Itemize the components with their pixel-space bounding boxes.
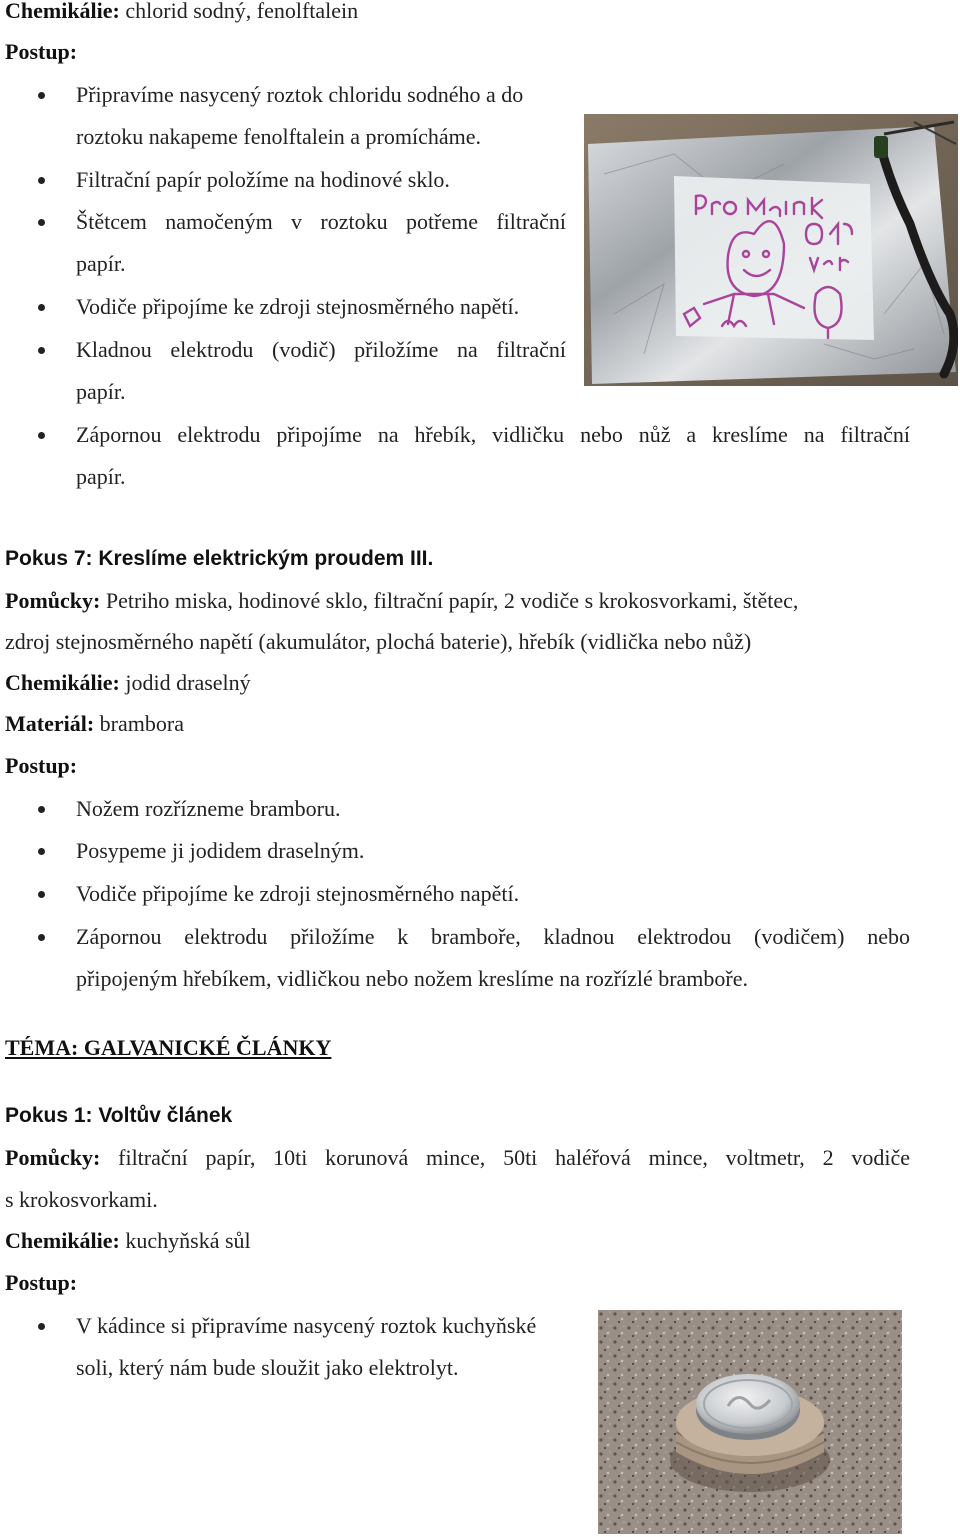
bullet-icon <box>38 848 45 855</box>
bullet-icon <box>38 934 45 941</box>
bullet-icon <box>38 304 45 311</box>
section-heading: Pokus 7: Kreslíme elektrickým proudem III. <box>5 547 434 570</box>
bullet-icon <box>38 891 45 898</box>
postup-label-1: Postup: <box>5 39 78 64</box>
bullet-icon <box>38 92 45 99</box>
list-item: Vodiče připojíme ke zdroji stejnosměrného napětí. <box>76 292 566 322</box>
drawing-on-foil-photo <box>584 114 958 386</box>
bullet-icon <box>38 432 45 439</box>
drawing-on-foil-illustration <box>584 114 958 386</box>
bullet-icon <box>38 177 45 184</box>
bullet-icon <box>38 347 45 354</box>
postup-label-3: Postup: <box>5 1270 78 1295</box>
postup-label-2: Postup: <box>5 753 78 778</box>
list-item: Nožem rozřízneme bramboru. <box>76 794 910 824</box>
bullet-icon <box>38 806 45 813</box>
list-item: V kádince si připravíme nasycený roztok kuchyňské soli, který nám bude sloužit jako elektrolyt. <box>76 1311 566 1383</box>
list-item: Připravíme nasycený roztok chloridu sodného a do roztoku nakapeme fenolftalein a promícháme. <box>76 80 566 152</box>
list-item: Filtrační papír položíme na hodinové sklo. <box>76 165 566 195</box>
bullet-icon <box>38 219 45 226</box>
tools-paragraph: Pomůcky: filtrační papír, 10ti korunová mince, 50ti haléřová mince, voltmetr, 2 vodiče s krokosvorkami. <box>5 1145 911 1212</box>
tools-line-2: zdroj stejnosměrného napětí (akumulátor, plochá baterie), hřebík (vidlička nebo nůž) <box>5 629 752 654</box>
bullet-icon <box>38 1323 45 1330</box>
tools-line-1: Pomůcky: Petriho miska, hodinové sklo, filtrační papír, 2 vodiče s krokosvorkami, štětec, <box>5 588 799 613</box>
section-heading: Pokus 1: Voltův článek <box>5 1104 233 1127</box>
coin-stack-photo <box>598 1310 902 1534</box>
chemicals-line-1: Chemikálie: chlorid sodný, fenolftalein <box>5 0 359 23</box>
list-item: Zápornou elektrodu přiložíme k bramboře, kladnou elektrodou (vodičem) nebo připojeným hřebíkem, vidličkou nebo nožem kreslíme na rozřízlé bramboře. <box>76 922 910 994</box>
coin-stack-illustration <box>598 1310 902 1534</box>
chemicals-line-3: Chemikálie: kuchyňská sůl <box>5 1228 251 1253</box>
list-item: Vodiče připojíme ke zdroji stejnosměrného napětí. <box>76 879 910 909</box>
list-item: Zápornou elektrodu připojíme na hřebík, vidličku nebo nůž a kreslíme na filtrační papír. <box>76 420 910 492</box>
material-line: Materiál: brambora <box>5 711 184 736</box>
list-item: Kladnou elektrodu (vodič) přiložíme na filtrační papír. <box>76 335 566 407</box>
topic-title: TÉMA: GALVANICKÉ ČLÁNKY <box>5 1035 332 1060</box>
chemicals-line-2: Chemikálie: jodid draselný <box>5 670 251 695</box>
list-item: Posypeme ji jodidem draselným. <box>76 836 910 866</box>
list-item: Štětcem namočeným v roztoku potřeme filtrační papír. <box>76 207 566 279</box>
